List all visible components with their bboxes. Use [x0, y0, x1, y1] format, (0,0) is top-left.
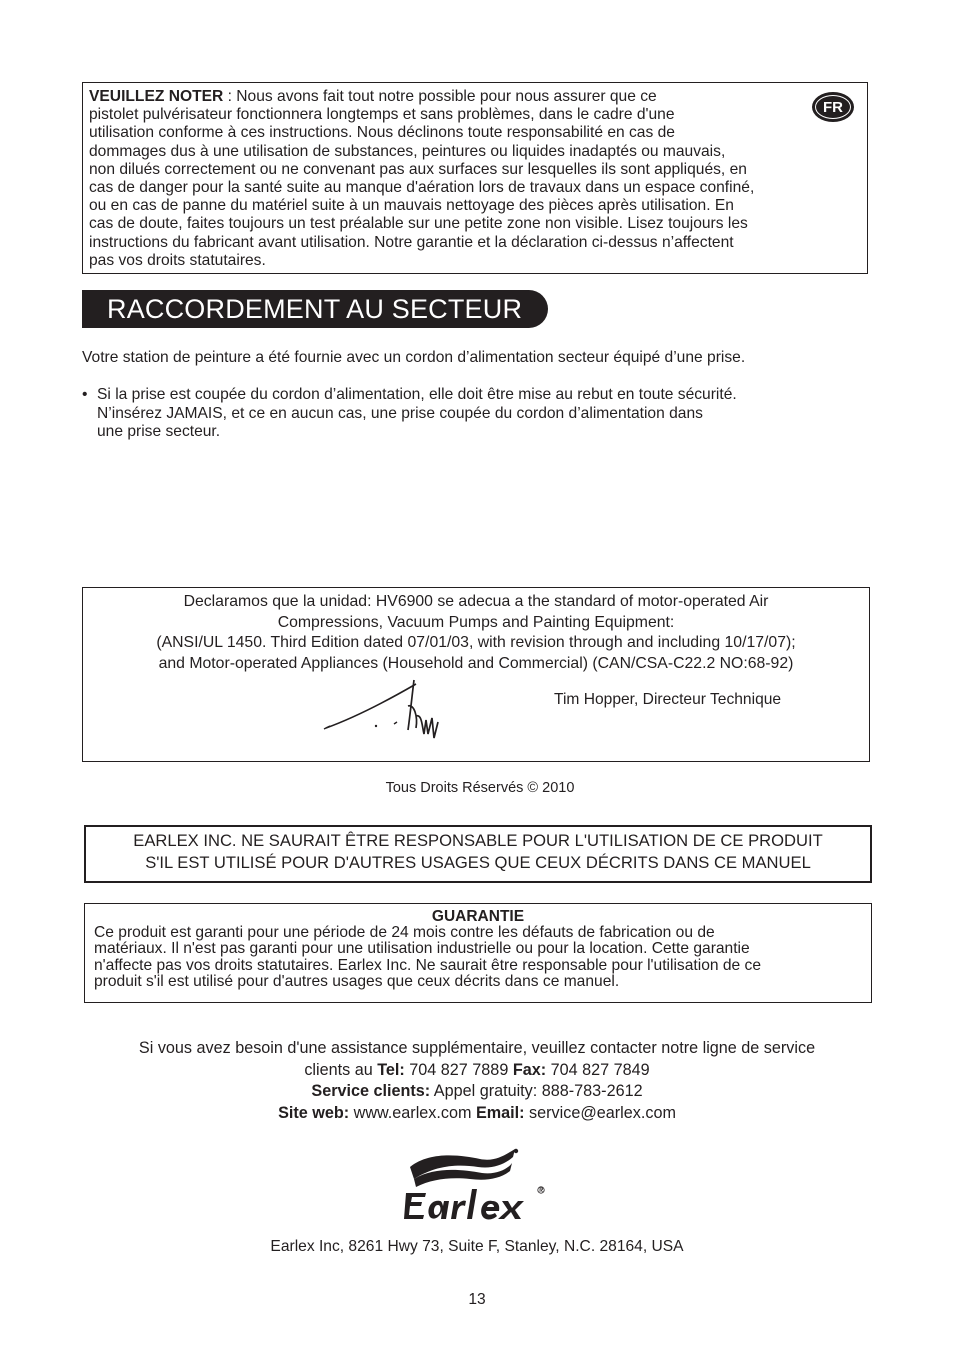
warranty-line: produit s'il est utilisé pour d'autres usages que ceux décrits dans ce manuel.	[94, 973, 620, 991]
bullet-paragraph	[97, 386, 887, 442]
declaration-line: Declaramos que la unidad: HV6900 se adecua a the standard of motor-operated Air	[183, 593, 769, 610]
tel-number: 704 827 7889	[404, 1060, 513, 1079]
language-badge-label: FR	[815, 95, 851, 119]
declaration-text	[84, 592, 868, 674]
contact-intro: Si vous avez besoin d'une assistance supplémentaire, veuillez contacter notre ligne de service	[138, 1039, 816, 1057]
note-line: non dilués correctement ou ne convenant pas aux surfaces sur lesquelles ils sont appliqués, en	[89, 160, 747, 178]
note-line: utilisation conforme à ces instructions. Nous déclinons toute responsabilité en cas de	[89, 124, 675, 142]
web-label: Site web:	[278, 1103, 350, 1122]
liability-text	[84, 830, 872, 873]
fax-label: Fax:	[512, 1060, 547, 1079]
company-address: Earlex Inc, 8261 Hwy 73, Suite F, Stanley, N.C. 28164, USA	[270, 1238, 684, 1255]
intro-paragraph: Votre station de peinture a été fournie avec un cordon d’alimentation secteur équipé d’une prise.	[82, 349, 746, 366]
service-label: Service clients:	[311, 1082, 431, 1100]
contact-service-line	[0, 1081, 954, 1103]
email-label: Email:	[475, 1103, 525, 1122]
fax-number: 704 827 7849	[546, 1060, 650, 1079]
web-link[interactable]: www.earlex.com	[349, 1103, 476, 1122]
declaration-line: and Motor-operated Appliances (Household and Commercial) (CAN/CSA-C22.2 NO:68-92)	[158, 654, 794, 672]
warranty-line: n'affecte pas vos droits statutaires. Earlex Inc. Ne saurait être responsable pour l'utilisation de ce	[94, 956, 762, 974]
note-line: ou en cas de panne du matériel suite à un mauvais nettoyage des pièces après utilisation. En	[89, 197, 734, 215]
warranty-line: matériaux. Il n'est pas garanti pour une utilisation industrielle ou pour la location. Cette garantie	[94, 940, 750, 958]
signature-image	[318, 676, 448, 748]
tel-label: Tel:	[377, 1060, 405, 1079]
note-text	[89, 88, 869, 270]
note-line: pas vos droits statutaires.	[89, 251, 266, 269]
contact-web-line	[0, 1103, 954, 1125]
warranty-line: Ce produit est garanti pour une période de 24 mois contre les défauts de fabrication ou de	[94, 924, 715, 941]
bullet-marker: •	[82, 386, 88, 403]
liability-line: S'IL EST UTILISÉ POUR D'AUTRES USAGES QUE CEUX DÉCRITS DANS CE MANUEL	[145, 852, 811, 872]
contact-block	[0, 1038, 954, 1124]
note-line: pistolet pulvérisateur fonctionnera longtemps et sans problèmes, dans le cadre d'une	[89, 106, 675, 124]
contact-prefix: clients au	[304, 1060, 378, 1079]
contact-phone-line	[0, 1060, 954, 1082]
earlex-logo	[400, 1145, 556, 1225]
bullet-line: une prise secteur.	[97, 423, 221, 441]
note-line: cas de danger pour la santé suite au manque d'aération lors de travaux dans un espace confiné,	[89, 179, 755, 197]
page-number: 13	[468, 1291, 486, 1308]
note-line: : Nous avons fait tout notre possible pour nous assurer que ce	[223, 88, 657, 105]
warranty-text	[94, 925, 870, 991]
declaration-line: (ANSI/UL 1450. Third Edition dated 07/01/03, with revision through and including 10/17/07);	[156, 634, 796, 651]
note-line: dommages dus à une utilisation de substances, peintures ou liquides inadaptés ou mauvais,	[89, 142, 726, 160]
bullet-line: Si la prise est coupée du cordon d’alimentation, elle doit être mise au rebut en toute sécurité.	[97, 386, 737, 403]
email-link[interactable]: service@earlex.com	[524, 1103, 676, 1122]
section-title: RACCORDEMENT AU SECTEUR	[107, 294, 523, 324]
note-line: instructions du fabricant avant utilisation. Notre garantie et la déclaration ci-dessus n’affectent	[89, 233, 734, 251]
note-line: cas de doute, faites toujours un test préalable sur une petite zone non visible. Lisez toujours les	[89, 215, 748, 233]
liability-line: EARLEX INC. NE SAURAIT ÊTRE RESPONSABLE POUR L'UTILISATION DE CE PRODUIT	[133, 831, 823, 850]
service-number: Appel gratuity: 888-783-2612	[430, 1082, 643, 1100]
declaration-line: Compressions, Vacuum Pumps and Painting Equipment:	[277, 613, 675, 631]
bullet-line: N’insérez JAMAIS, et ce en aucun cas, une prise coupée du cordon d’alimentation dans	[97, 404, 703, 422]
copyright: Tous Droits Réservés © 2010	[385, 780, 575, 796]
signer-name: Tim Hopper, Directeur Technique	[554, 691, 782, 708]
warranty-title: GUARANTIE	[431, 908, 525, 925]
language-badge	[812, 92, 854, 122]
note-lead: VEUILLEZ NOTER	[89, 88, 224, 105]
